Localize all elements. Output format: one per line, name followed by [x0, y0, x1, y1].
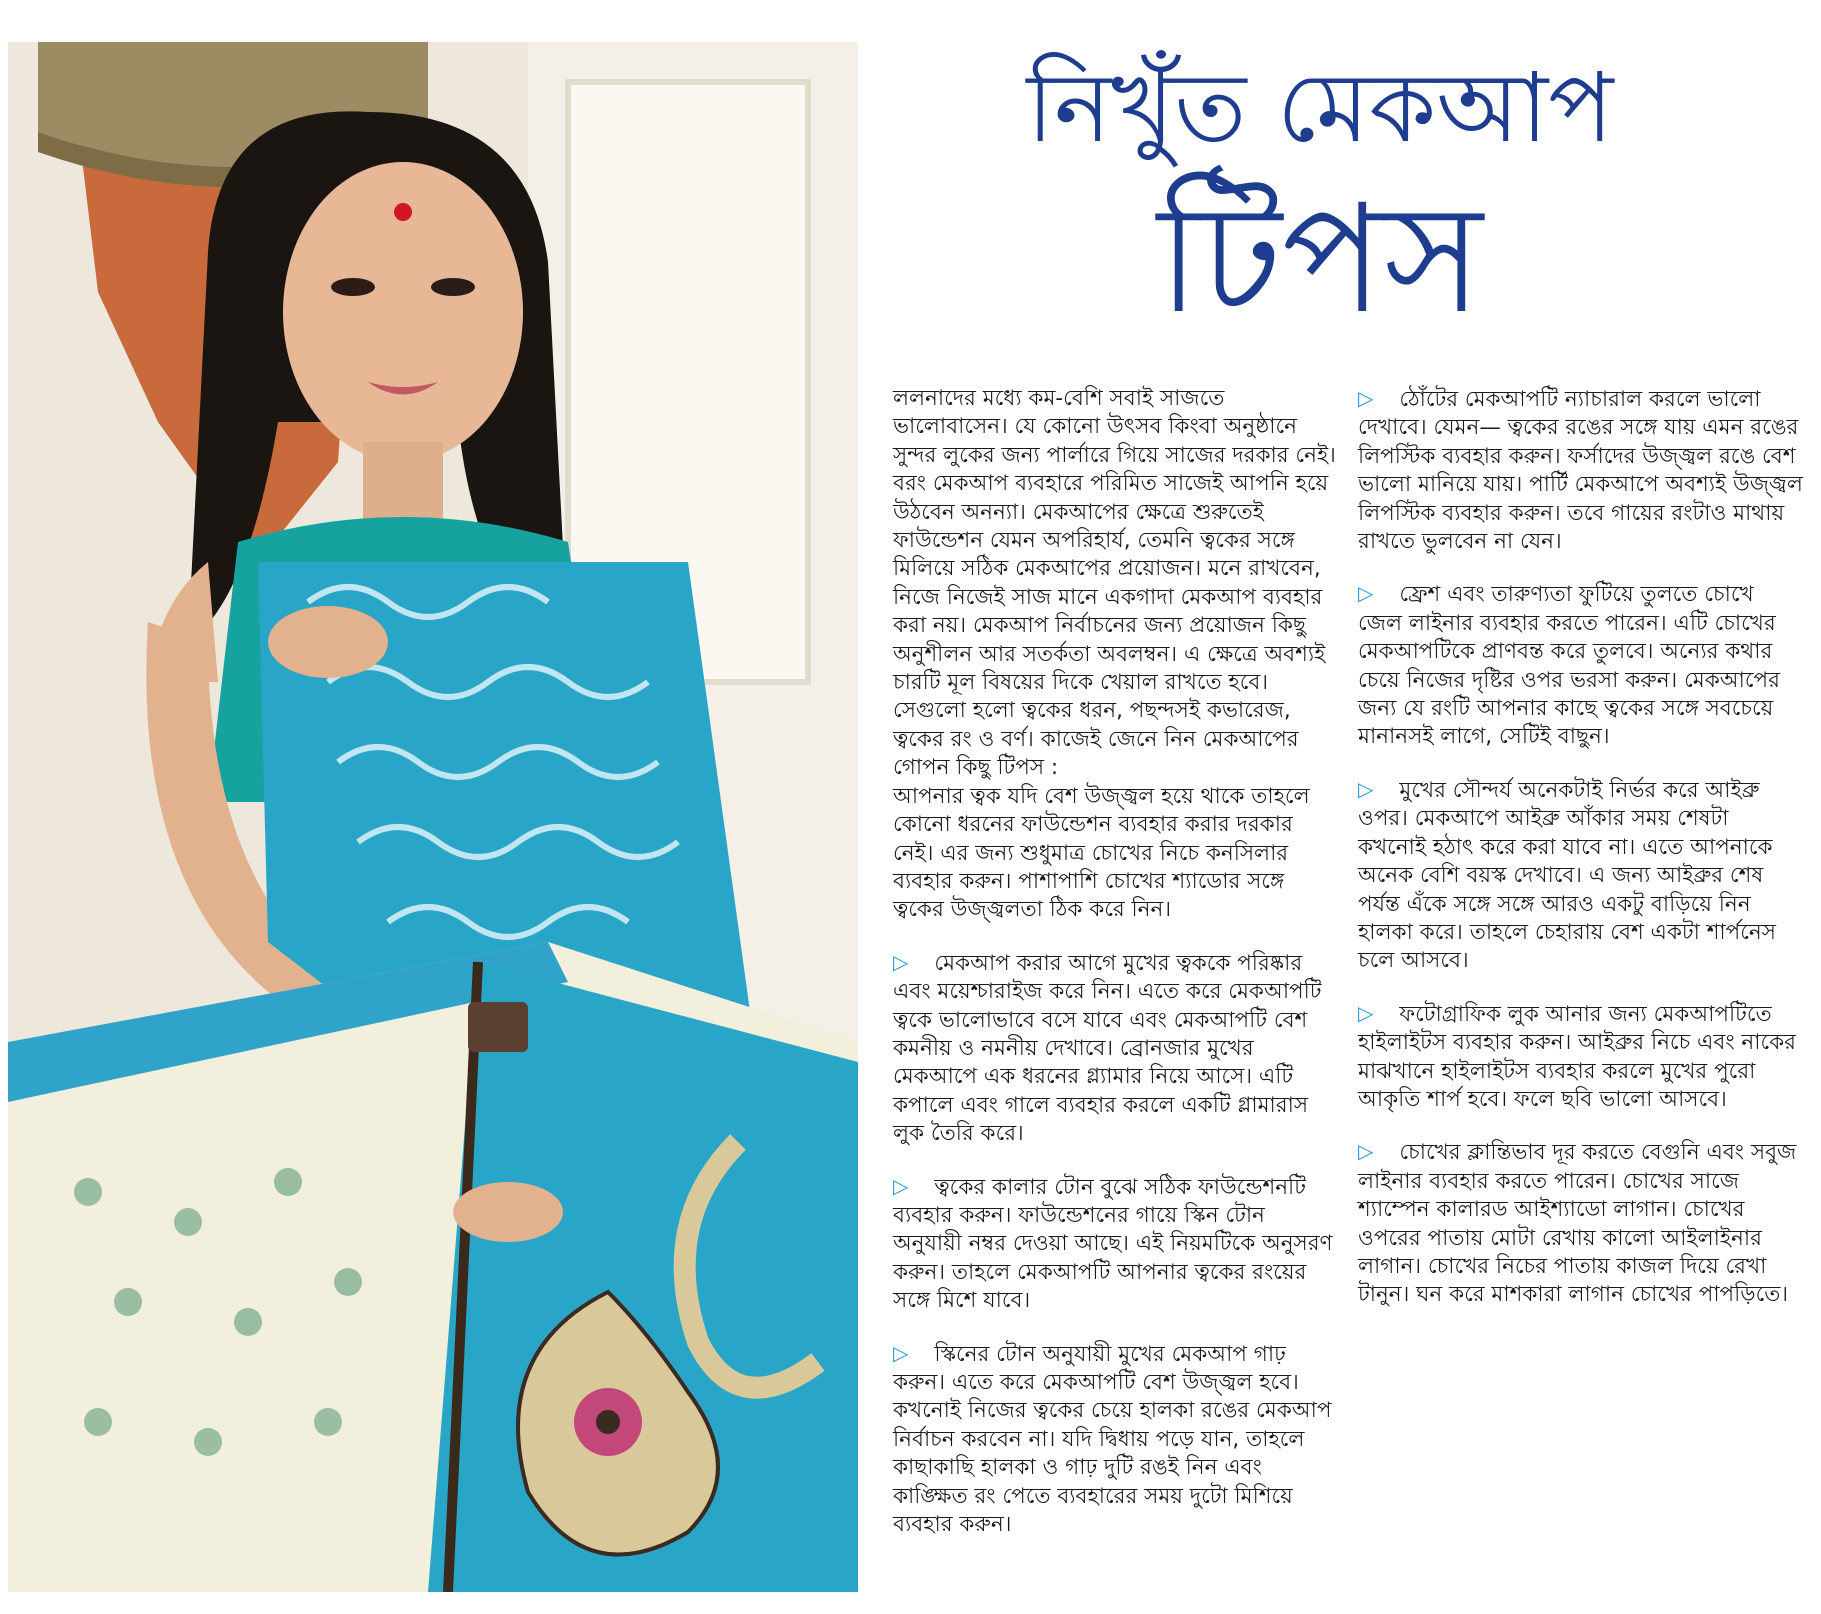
bullet-triangle-icon: ▷	[893, 949, 909, 974]
tip-3	[893, 1340, 1338, 1540]
article-title-line2: টিপস	[1157, 173, 1483, 347]
tip-text: মেকআপ করার আগে মুখের ত্বককে পরিষ্কার এবং ময়েশ্চারাইজ করে নিন। এতে করে মেকআপটি ত্বকে ভালোভাবে বসে যাবে এবং মেকআপটি বেশ কমনীয় ও নমনীয় দেখাবে। ব্রোনজার মুখের মেকআপে এক ধরনের গ্ল্যামার নিয়ে আসে। এটি কপালে এবং গালে ব্যবহার করলে একটি গ্লামারাস লুক তৈরি করে।	[893, 950, 1322, 1147]
article-intro-2: আপনার ত্বক যদি বেশ উজ্জ্বল হয়ে থাকে তাহলে কোনো ধরনের ফাউন্ডেশন ব্যবহার করার দরকার নেই। এর জন্য শুধুমাত্র চোখের নিচে কনসিলার ব্যবহার করুন। পাশাপাশি চোখের শ্যাডোর সঙ্গে ত্বকের উজ্জ্বলতা ঠিক করে নিন।	[893, 783, 1310, 923]
tip-text: ফ্রেশ এবং তারুণ্যতা ফুটিয়ে তুলতে চোখে জেল লাইনার ব্যবহার করতে পারেন। এটি চোখের মেকআপটিকে প্রাণবন্ত করে তুলবে। অন্যের কথার চেয়ে নিজের দৃষ্টির ওপর ভরসা করুন। মেকআপের জন্য যে রংটি আপনার কাছে ত্বকের সঙ্গে সবচেয়ে মানানসই লাগে, সেটিই বাছুন।	[1358, 582, 1780, 750]
tip-4	[1358, 385, 1803, 556]
bullet-triangle-icon: ▷	[893, 1340, 909, 1365]
model-photo	[8, 42, 858, 1592]
tip-2	[893, 1173, 1338, 1316]
tip-8	[1358, 1138, 1803, 1309]
tip-7	[1358, 1000, 1803, 1115]
bindi	[394, 203, 412, 221]
tip-text: ঠোঁটের মেকআপটি ন্যাচারাল করলে ভালো দেখাবে। যেমন— ত্বকের রঙের সঙ্গে যায় এমন রঙের লিপস্টিক ব্যবহার করুন। ফর্সাদের উজ্জ্বল রঙে বেশ ভালো মানিয়ে যায়। পার্টি মেকআপে অবশ্যই উজ্জ্বল লিপস্টিক ব্যবহার করুন। তবে গায়ের রংটাও মাথায় রাখতে ভুলবেন না যেন।	[1358, 387, 1803, 555]
bullet-triangle-icon: ▷	[1358, 776, 1374, 801]
bullet-triangle-icon: ▷	[1358, 386, 1374, 410]
tip-text: চোখের ক্লান্তিভাব দূর করতে বেগুনি এবং সবুজ লাইনার ব্যবহার করতে পারেন। চোখের সাজে শ্যাম্পেন কালারড আইশ্যাডো লাগান। চোখের ওপরের পাতায় মোটা রেখায় কালো আইলাইনার লাগান। চোখের নিচের পাতায় কাজল দিয়ে রেখা টানুন। ঘন করে মাশকারা লাগান চোখের পাপড়িতে।	[1358, 1140, 1797, 1308]
article-intro: ললনাদের মধ্যে কম-বেশি সবাই সাজতে ভালোবাসেন। যে কোনো উৎসব কিংবা অনুষ্ঠানে সুন্দর লুকের জন্য পার্লারে গিয়ে সাজের দরকার নেই। বরং মেকআপ ব্যবহারে পরিমিত সাজেই আপনি হয়ে উঠবেন অনন্যা। মেকআপের ক্ষেত্রে শুরুতেই ফাউন্ডেশন যেমন অপরিহার্য, তেমনি ত্বকের সঙ্গে মিলিয়ে সঠিক মেকআপের প্রয়োজন। মনে রাখবেন, নিজে নিজেই সাজ মানে একগাদা মেকআপ ব্যবহার করা নয়। মেকআপ নির্বাচনের জন্য প্রয়োজন কিছু অনুশীলন আর সতর্কতা অবলম্বন। এ ক্ষেত্রে অবশ্যই চারটি মূল বিষয়ের দিকে খেয়াল রাখতে হবে। সেগুলো হলো ত্বকের ধরন, পছন্দসই কভারেজ, ত্বকের রং ও বর্ণ। কাজেই জেনে নিন মেকআপের গোপন কিছু টিপস :	[893, 386, 1336, 781]
bullet-triangle-icon: ▷	[1358, 581, 1374, 606]
tip-text: ত্বকের কালার টোন বুঝে সঠিক ফাউন্ডেশনটি ব্যবহার করুন। ফাউন্ডেশনের গায়ে স্কিন টোন অনুযায়ী নম্বর দেওয়া আছে। এই নিয়মটিকে অনুসরণ করুন। তাহলে মেকআপটি আপনার ত্বকের রংয়ের সঙ্গে মিশে যাবে।	[893, 1174, 1333, 1314]
tip-5	[1358, 580, 1803, 751]
tip-1	[893, 949, 1338, 1149]
article-title-line1: নিখুঁত মেকআপ	[1026, 52, 1614, 164]
tip-6	[1358, 776, 1803, 976]
article-column-right	[1358, 385, 1803, 1334]
bullet-triangle-icon: ▷	[1358, 1139, 1374, 1164]
tip-text: মুখের সৌন্দর্য অনেকটাই নির্ভর করে আইব্রু ওপর। মেকআপে আইব্রু আঁকার সময় শেষটা কখনোই হঠাৎ করে করা যাবে না। এতে আপনাকে অনেক বেশি বয়স্ক দেখাবে। এ জন্য আইব্রুর শেষ পর্যন্ত এঁকে সঙ্গে সঙ্গে আরও একটু বাড়িয়ে নিন হালকা করে। তাহলে চেহারায় বেশ একটা শার্পনেস চলে আসবে।	[1358, 777, 1776, 974]
bullet-triangle-icon: ▷	[1358, 1000, 1374, 1025]
tip-text: ফটোগ্রাফিক লুক আনার জন্য মেকআপটিতে হাইলাইটস ব্যবহার করুন। আইব্রুর নিচে এবং নাকের মাঝখানে হাইলাইটস ব্যবহার করলে মুখের পুরো আকৃতি শার্প হবে। ফলে ছবি ভালো আসবে।	[1358, 1001, 1796, 1112]
bullet-triangle-icon: ▷	[893, 1173, 909, 1198]
tip-text: স্কিনের টোন অনুযায়ী মুখের মেকআপ গাঢ় করুন। এতে করে মেকআপটি বেশ উজ্জ্বল হবে। কখনোই নিজের ত্বকের চেয়ে হালকা রঙের মেকআপ নির্বাচন করবেন না। যদি দ্বিধায় পড়ে যান, তাহলে কাছাকাছি হালকা ও গাঢ় দুটি রঙই নিন এবং কাঙ্ক্ষিত রং পেতে ব্যবহারের সময় দুটো মিশিয়ে ব্যবহার করুন।	[893, 1341, 1332, 1538]
article-column-left	[893, 385, 1338, 1563]
model-illustration	[8, 42, 858, 1592]
